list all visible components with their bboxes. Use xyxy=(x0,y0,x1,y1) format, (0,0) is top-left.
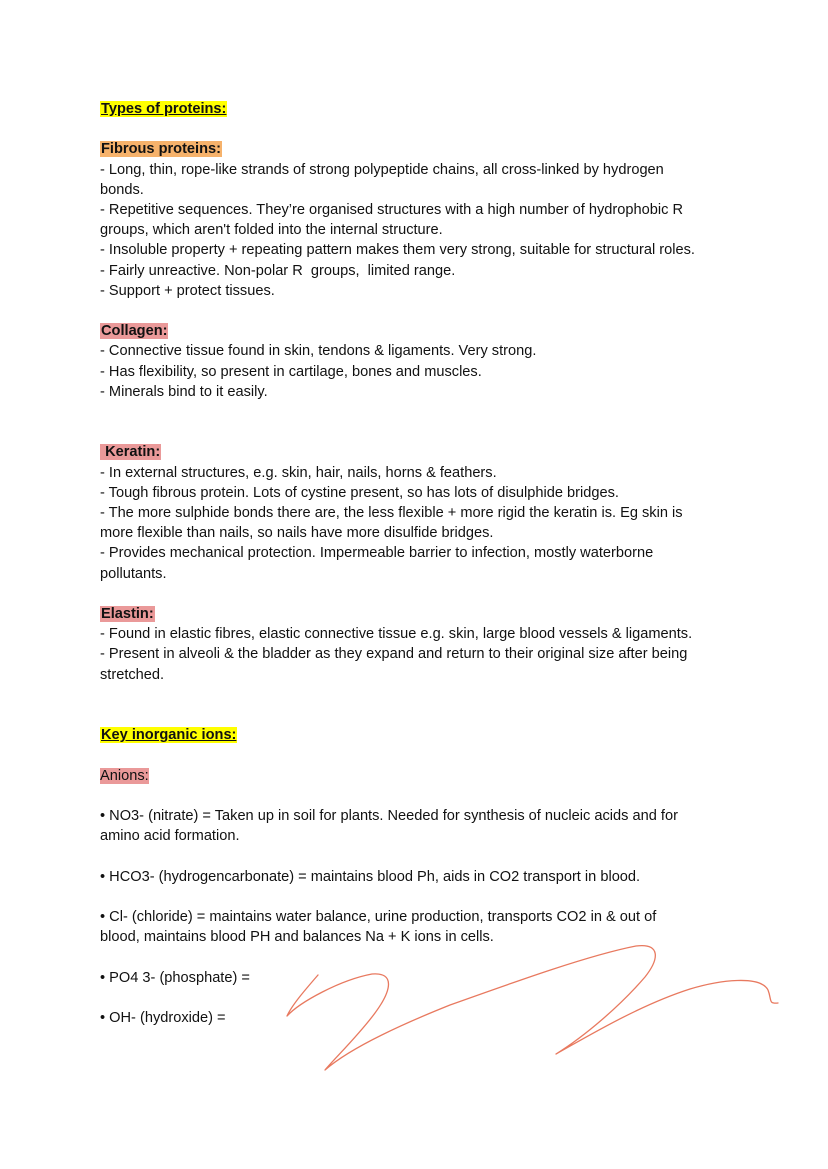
fibrous-heading: Fibrous proteins: xyxy=(101,141,221,158)
collagen-line: - Has flexibility, so present in cartilage, bones and muscles. xyxy=(100,363,482,380)
elastin-heading-line xyxy=(100,604,740,624)
collagen-heading-line xyxy=(100,321,740,341)
chloride-line: blood, maintains blood PH and balances Na + K ions in cells. xyxy=(100,929,494,946)
fibrous-line: - Insoluble property + repeating pattern makes them very strong, suitable for structural roles. xyxy=(100,242,695,259)
keratin-heading: Keratin: xyxy=(101,444,161,461)
keratin-line: - In external structures, e.g. skin, hair, nails, horns & feathers. xyxy=(100,464,497,481)
collagen-heading: Collagen: xyxy=(101,323,168,340)
collagen-line: - Connective tissue found in skin, tendons & ligaments. Very strong. xyxy=(100,343,537,360)
doc-title: Types of proteins: xyxy=(101,101,227,117)
anions-heading-line xyxy=(100,766,740,786)
keratin-line: - Provides mechanical protection. Impermeable barrier to infection, mostly waterborne xyxy=(100,545,654,562)
keratin-line: more flexible than nails, so nails have more disulfide bridges. xyxy=(100,525,494,542)
keratin-line: - The more sulphide bonds there are, the less flexible + more rigid the keratin is. Eg skin is xyxy=(100,505,683,521)
nitrate-line: • NO3- (nitrate) = Taken up in soil for plants. Needed for synthesis of nucleic acids and for xyxy=(100,807,678,824)
anions-heading: Anions: xyxy=(100,767,149,784)
fibrous-line: bonds. xyxy=(100,181,144,198)
hydroxide-line: • OH- (hydroxide) = xyxy=(100,1009,226,1026)
hydrogencarbonate-line: • HCO3- (hydrogencarbonate) = maintains blood Ph, aids in CO2 transport in blood. xyxy=(100,868,641,885)
keratin-heading-line xyxy=(100,442,740,462)
fibrous-line: - Support + protect tissues. xyxy=(100,282,275,299)
fibrous-line: groups, which aren't folded into the internal structure. xyxy=(100,222,443,239)
nitrate-line: amino acid formation. xyxy=(100,828,240,845)
ions-heading-line xyxy=(100,725,740,745)
fibrous-line: - Long, thin, rope-like strands of strong polypeptide chains, all cross-linked by hydrogen xyxy=(100,161,664,178)
fibrous-heading-line xyxy=(100,139,740,159)
collagen-line: - Minerals bind to it easily. xyxy=(100,383,268,400)
elastin-line: - Present in alveoli & the bladder as they expand and return to their original size after being xyxy=(100,646,688,663)
fibrous-line: - Fairly unreactive. Non-polar R groups, limited range. xyxy=(100,262,456,279)
phosphate-line: • PO4 3- (phosphate) = xyxy=(100,969,250,986)
elastin-line: - Found in elastic fibres, elastic connective tissue e.g. skin, large blood vessels & ligaments. xyxy=(100,626,693,643)
keratin-line: - Tough fibrous protein. Lots of cystine present, so has lots of disulphide bridges. xyxy=(100,484,619,501)
doc-title-line xyxy=(100,99,740,119)
keratin-line: pollutants. xyxy=(100,565,167,582)
document-page xyxy=(100,99,740,1028)
ions-heading: Key inorganic ions: xyxy=(101,727,237,744)
fibrous-line: - Repetitive sequences. They’re organised structures with a high number of hydrophobic R xyxy=(100,202,683,218)
elastin-line: stretched. xyxy=(100,666,165,683)
elastin-heading: Elastin: xyxy=(101,606,154,622)
chloride-line: • Cl- (chloride) = maintains water balance, urine production, transports CO2 in & out of xyxy=(100,908,657,925)
